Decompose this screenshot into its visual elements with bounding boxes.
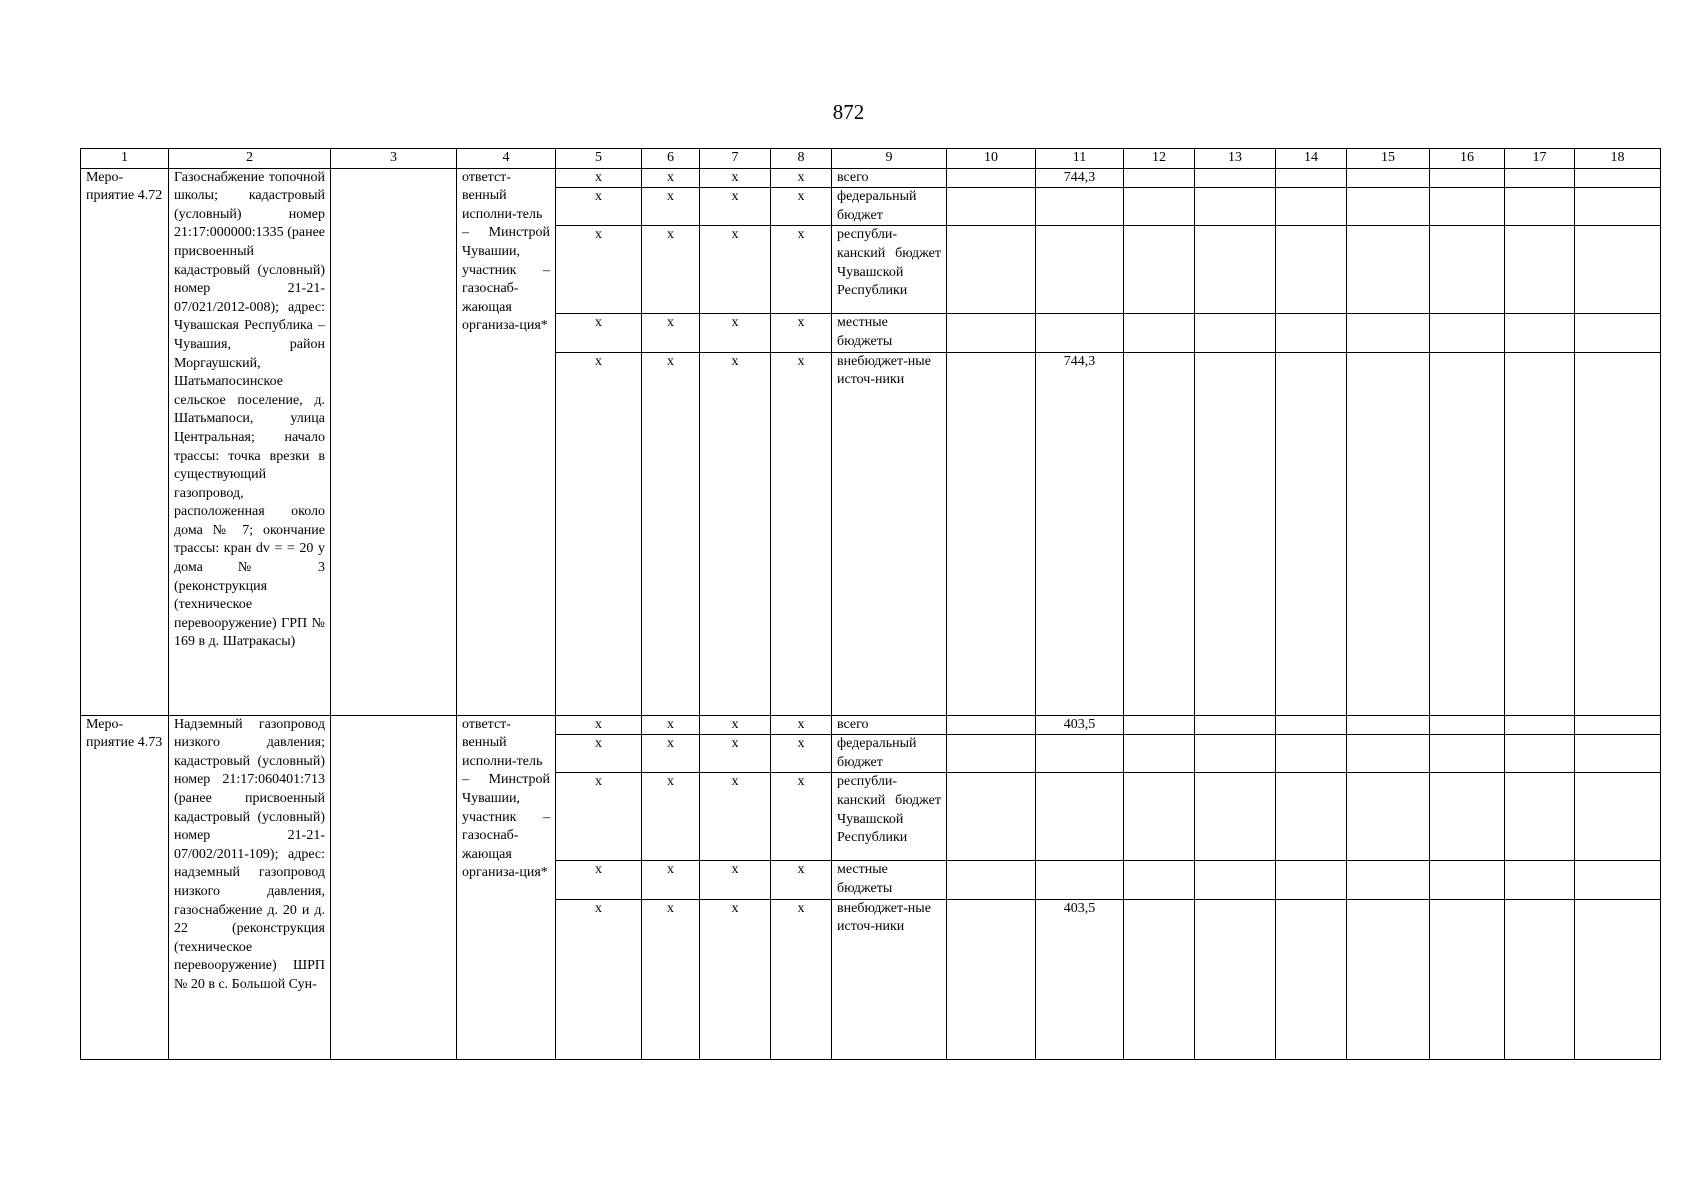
cell-col18 <box>1575 314 1661 352</box>
cell-col13 <box>1195 168 1276 188</box>
cell-col7: x <box>700 226 771 314</box>
cell-col16 <box>1430 226 1505 314</box>
cell-col18 <box>1575 861 1661 899</box>
cell-col18 <box>1575 188 1661 226</box>
cell-col13 <box>1195 188 1276 226</box>
cell-col6: x <box>642 899 700 1059</box>
column-number-17: 17 <box>1505 149 1575 169</box>
cell-col5: x <box>556 168 642 188</box>
cell-col8: x <box>771 861 832 899</box>
cell-col5: x <box>556 715 642 735</box>
column-number-16: 16 <box>1430 149 1505 169</box>
cell-col13 <box>1195 899 1276 1059</box>
cell-col7: x <box>700 735 771 773</box>
cell-col12 <box>1124 715 1195 735</box>
measure-description: Надземный газопровод низкого давления; кадастровый (условный) номер 21:17:060401:713 (ранее присвоенный кадастровый (условный) номер 21-21-07/002/2011-109); адрес: надземный газопровод низкого давления, газоснабжение д. 20 и д. 22 (реконструкция (техническое перевооружение) ШРП № 20 в с. Большой Сун- <box>169 715 331 1059</box>
cell-col18 <box>1575 773 1661 861</box>
table-row <box>81 168 1661 188</box>
cell-col15 <box>1347 226 1430 314</box>
cell-col7: x <box>700 188 771 226</box>
cell-col10 <box>947 168 1036 188</box>
cell-col10 <box>947 773 1036 861</box>
cell-col16 <box>1430 735 1505 773</box>
cell-col18 <box>1575 168 1661 188</box>
column-number-4: 4 <box>457 149 556 169</box>
cell-col8: x <box>771 899 832 1059</box>
cell-col17 <box>1505 861 1575 899</box>
budget-table <box>80 148 1661 1060</box>
measure-description: Газоснабжение топочной школы; кадастровый (условный) номер 21:17:000000:1335 (ранее присвоенный кадастровый (условный) номер 21-21-07/021/2012-008); адрес: Чувашская Республика – Чувашия, район Моргаушский, Шатьмапосинское сельское поселение, д. Шатьмапоси, улица Центральная; начало трассы: точка врезки в существующий газопровод, расположенная около дома № 7; окончание трассы: кран dv = = 20 у дома № 3 (реконструкция (техническое перевооружение) ГРП № 169 в д. Шатракасы) <box>169 168 331 715</box>
measure-label: Меро-приятие 4.72 <box>81 168 169 715</box>
cell-col13 <box>1195 715 1276 735</box>
cell-col6: x <box>642 168 700 188</box>
cell-col8: x <box>771 168 832 188</box>
cell-col6: x <box>642 735 700 773</box>
cell-col8: x <box>771 188 832 226</box>
cell-col16 <box>1430 773 1505 861</box>
cell-col14 <box>1276 715 1347 735</box>
cell-col6: x <box>642 226 700 314</box>
cell-col13 <box>1195 735 1276 773</box>
column-number-11: 11 <box>1036 149 1124 169</box>
cell-col10 <box>947 735 1036 773</box>
measure-col3 <box>331 168 457 715</box>
cell-col15 <box>1347 168 1430 188</box>
cell-col12 <box>1124 314 1195 352</box>
cell-col14 <box>1276 735 1347 773</box>
cell-col13 <box>1195 314 1276 352</box>
cell-col6: x <box>642 188 700 226</box>
cell-col11-amount: 744,3 <box>1036 168 1124 188</box>
cell-col8: x <box>771 352 832 715</box>
cell-col5: x <box>556 773 642 861</box>
cell-col16 <box>1430 352 1505 715</box>
cell-col5: x <box>556 735 642 773</box>
cell-col15 <box>1347 352 1430 715</box>
cell-col6: x <box>642 715 700 735</box>
cell-col17 <box>1505 226 1575 314</box>
cell-col12 <box>1124 352 1195 715</box>
measure-col3 <box>331 715 457 1059</box>
cell-col15 <box>1347 188 1430 226</box>
column-number-row <box>81 149 1661 169</box>
cell-col14 <box>1276 188 1347 226</box>
cell-col16 <box>1430 861 1505 899</box>
column-number-8: 8 <box>771 149 832 169</box>
cell-col11-amount <box>1036 226 1124 314</box>
column-number-2: 2 <box>169 149 331 169</box>
cell-col14 <box>1276 861 1347 899</box>
cell-col14 <box>1276 168 1347 188</box>
funding-source: федеральный бюджет <box>832 735 947 773</box>
column-number-14: 14 <box>1276 149 1347 169</box>
cell-col14 <box>1276 314 1347 352</box>
cell-col7: x <box>700 861 771 899</box>
cell-col13 <box>1195 226 1276 314</box>
cell-col12 <box>1124 168 1195 188</box>
column-number-3: 3 <box>331 149 457 169</box>
funding-source: местные бюджеты <box>832 861 947 899</box>
cell-col16 <box>1430 899 1505 1059</box>
cell-col11-amount <box>1036 861 1124 899</box>
cell-col18 <box>1575 899 1661 1059</box>
cell-col11-amount <box>1036 773 1124 861</box>
cell-col6: x <box>642 861 700 899</box>
cell-col5: x <box>556 188 642 226</box>
funding-source: республи-канский бюджет Чувашской Республики <box>832 226 947 314</box>
column-number-15: 15 <box>1347 149 1430 169</box>
column-number-6: 6 <box>642 149 700 169</box>
cell-col16 <box>1430 715 1505 735</box>
cell-col13 <box>1195 352 1276 715</box>
cell-col13 <box>1195 773 1276 861</box>
page-number: 872 <box>832 100 865 124</box>
cell-col17 <box>1505 715 1575 735</box>
cell-col10 <box>947 899 1036 1059</box>
cell-col10 <box>947 861 1036 899</box>
cell-col7: x <box>700 773 771 861</box>
column-number-12: 12 <box>1124 149 1195 169</box>
column-number-5: 5 <box>556 149 642 169</box>
cell-col7: x <box>700 352 771 715</box>
cell-col5: x <box>556 899 642 1059</box>
column-number-13: 13 <box>1195 149 1276 169</box>
cell-col18 <box>1575 715 1661 735</box>
cell-col12 <box>1124 226 1195 314</box>
cell-col15 <box>1347 314 1430 352</box>
cell-col14 <box>1276 226 1347 314</box>
cell-col8: x <box>771 226 832 314</box>
cell-col10 <box>947 314 1036 352</box>
column-number-18: 18 <box>1575 149 1661 169</box>
funding-source: местные бюджеты <box>832 314 947 352</box>
funding-source: республи-канский бюджет Чувашской Республики <box>832 773 947 861</box>
cell-col5: x <box>556 226 642 314</box>
cell-col6: x <box>642 352 700 715</box>
cell-col14 <box>1276 352 1347 715</box>
funding-source: внебюджет-ные источ-ники <box>832 352 947 715</box>
cell-col8: x <box>771 735 832 773</box>
cell-col10 <box>947 226 1036 314</box>
cell-col17 <box>1505 352 1575 715</box>
cell-col6: x <box>642 314 700 352</box>
measure-label: Меро-приятие 4.73 <box>81 715 169 1059</box>
cell-col17 <box>1505 899 1575 1059</box>
cell-col11-amount <box>1036 735 1124 773</box>
cell-col11-amount: 403,5 <box>1036 715 1124 735</box>
funding-source: всего <box>832 715 947 735</box>
cell-col12 <box>1124 773 1195 861</box>
column-number-1: 1 <box>81 149 169 169</box>
cell-col5: x <box>556 352 642 715</box>
cell-col17 <box>1505 773 1575 861</box>
cell-col8: x <box>771 314 832 352</box>
cell-col14 <box>1276 773 1347 861</box>
measure-executor: ответст-венный исполни-тель – Минстрой Чувашии, участник – газоснаб-жающая организа-ция* <box>457 168 556 715</box>
cell-col7: x <box>700 168 771 188</box>
cell-col16 <box>1430 314 1505 352</box>
cell-col12 <box>1124 188 1195 226</box>
measure-executor: ответст-венный исполни-тель – Минстрой Чувашии, участник – газоснаб-жающая организа-ция* <box>457 715 556 1059</box>
cell-col11-amount <box>1036 314 1124 352</box>
cell-col10 <box>947 188 1036 226</box>
cell-col17 <box>1505 735 1575 773</box>
table-row <box>81 715 1661 735</box>
column-number-7: 7 <box>700 149 771 169</box>
cell-col15 <box>1347 715 1430 735</box>
cell-col10 <box>947 352 1036 715</box>
cell-col5: x <box>556 314 642 352</box>
cell-col7: x <box>700 715 771 735</box>
cell-col11-amount <box>1036 188 1124 226</box>
cell-col10 <box>947 715 1036 735</box>
cell-col11-amount: 744,3 <box>1036 352 1124 715</box>
cell-col14 <box>1276 899 1347 1059</box>
cell-col17 <box>1505 168 1575 188</box>
cell-col11-amount: 403,5 <box>1036 899 1124 1059</box>
cell-col8: x <box>771 773 832 861</box>
funding-source: внебюджет-ные источ-ники <box>832 899 947 1059</box>
cell-col6: x <box>642 773 700 861</box>
funding-source: всего <box>832 168 947 188</box>
cell-col12 <box>1124 735 1195 773</box>
column-number-10: 10 <box>947 149 1036 169</box>
cell-col15 <box>1347 861 1430 899</box>
cell-col16 <box>1430 168 1505 188</box>
cell-col7: x <box>700 899 771 1059</box>
funding-source: федеральный бюджет <box>832 188 947 226</box>
cell-col12 <box>1124 861 1195 899</box>
cell-col18 <box>1575 352 1661 715</box>
cell-col15 <box>1347 899 1430 1059</box>
cell-col12 <box>1124 899 1195 1059</box>
cell-col15 <box>1347 735 1430 773</box>
column-number-9: 9 <box>832 149 947 169</box>
table-body <box>81 149 1661 1060</box>
cell-col17 <box>1505 188 1575 226</box>
cell-col7: x <box>700 314 771 352</box>
cell-col18 <box>1575 226 1661 314</box>
cell-col13 <box>1195 861 1276 899</box>
cell-col5: x <box>556 861 642 899</box>
cell-col16 <box>1430 188 1505 226</box>
cell-col18 <box>1575 735 1661 773</box>
cell-col8: x <box>771 715 832 735</box>
cell-col15 <box>1347 773 1430 861</box>
cell-col17 <box>1505 314 1575 352</box>
